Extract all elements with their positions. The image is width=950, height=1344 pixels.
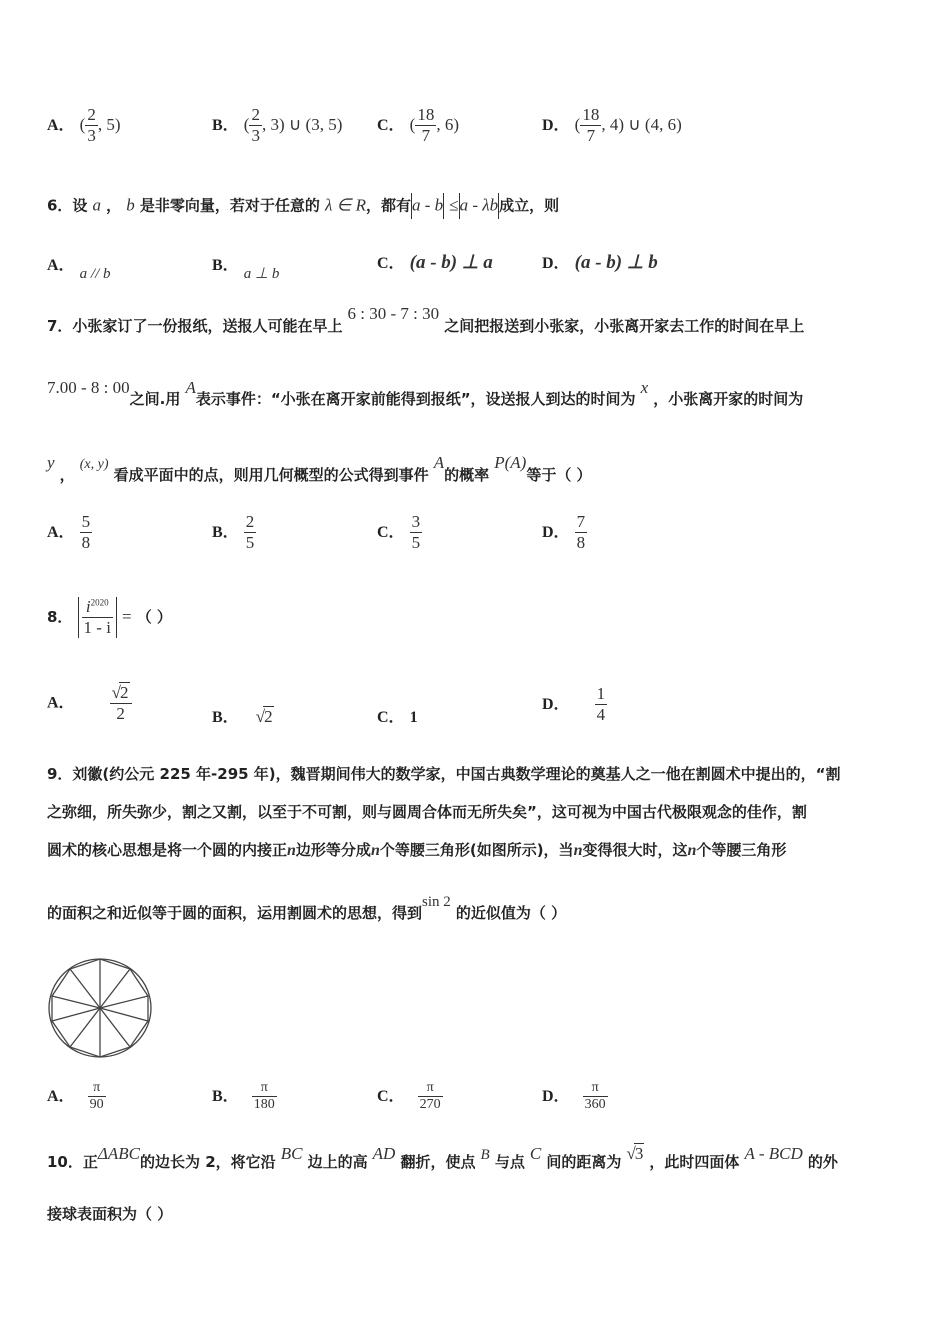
- absolute-value: $\frac{i^{2020}}{1 - i}$: [78, 597, 117, 638]
- question-9-line-4: 的面积之和近似等于圆的面积，运用割圆术的思想，得到sin 2 的近似值为（ ）: [47, 894, 567, 922]
- inscribed-polygon-figure: [44, 955, 156, 1061]
- q8-option-b[interactable]: B． √2: [212, 707, 273, 726]
- question-9-line-3: 圆术的核心思想是将一个圆的内接正n边形等分成n个等腰三角形(如图所示)，当n变得很大时，这n个等腰三角形: [47, 841, 787, 859]
- option-label: D．: [542, 117, 570, 134]
- q5-option-d[interactable]: D． ( $\frac{18}{7}$ , 4) ∪ (4, 6): [542, 105, 682, 145]
- question-9-line-1: 9．刘徽(约公元 225 年-295 年)，魏晋期间伟大的数学家，中国古典数学理论的奠基人之一他在割圆术中提出的，“割: [47, 765, 841, 783]
- q5-option-b[interactable]: B． ( $\frac{2}{3}$ , 3) ∪ (3, 5): [212, 105, 343, 145]
- q9-option-a[interactable]: A． $\frac{\pi}{90}$: [47, 1080, 104, 1112]
- q7-option-b[interactable]: B． $\frac{2}{5}$: [212, 512, 255, 552]
- q5-option-c[interactable]: C． ( $\frac{18}{7}$ , 6): [377, 105, 459, 145]
- question-7-line-3: y ， (x, y) 看成平面中的点，则用几何概型的公式得到事件 A的概率 P(A)等于（ ）: [47, 453, 592, 484]
- question-9-line-2: 之弥细，所失弥少，割之又割，以至于不可割，则与圆周合体而无所失矣”，这可视为中国古代极限观念的佳作，割: [47, 803, 807, 821]
- q8-option-a[interactable]: A． $\frac{√2}{2}$: [47, 682, 132, 724]
- q6-option-a[interactable]: A． a // b: [47, 257, 111, 282]
- q6-option-b[interactable]: B． a ⊥ b: [212, 257, 280, 282]
- q6-option-c[interactable]: C． (a - b) ⊥ a: [377, 252, 493, 273]
- question-10-line-1: 10．正ΔABC的边长为 2，将它沿 BC 边上的高 AD 翻折，使点 B 与点 C 间的距离为 √3 ，此时四面体 A - BCD 的外: [47, 1144, 838, 1171]
- question-7-line-2: 7.00 - 8 : 00之间.用 A表示事件：“小张在离开家前能得到报纸”，设送报人到达的时间为 x ，小张离开家的时间为: [47, 378, 804, 408]
- q5-option-a[interactable]: A． ( $\frac{2}{3}$ , 5): [47, 105, 121, 145]
- q9-option-c[interactable]: C． $\frac{\pi}{270}$: [377, 1080, 441, 1112]
- q7-option-c[interactable]: C． $\frac{3}{5}$: [377, 512, 421, 552]
- option-label: B．: [212, 117, 239, 134]
- question-8-stem: 8． $\frac{i^{2020}}{1 - i}$ = （ ）: [47, 597, 172, 637]
- question-10-line-2: 接球表面积为（ ）: [47, 1205, 173, 1223]
- q7-option-d[interactable]: D． $\frac{7}{8}$: [542, 512, 586, 552]
- question-6-stem: 6．设 a ， b 是非零向量，若对于任意的 λ ∈ R，都有a - b ≤a - λb成立，则: [47, 193, 559, 219]
- q9-option-b[interactable]: B． $\frac{\pi}{180}$: [212, 1080, 275, 1112]
- q8-option-d[interactable]: D． $\frac{1}{4}$: [542, 684, 606, 724]
- q6-option-d[interactable]: D． (a - b) ⊥ b: [542, 252, 658, 273]
- option-label: A．: [47, 117, 75, 134]
- option-label: C．: [377, 117, 405, 134]
- q8-option-c[interactable]: C． 1: [377, 709, 418, 726]
- q7-option-a[interactable]: A． $\frac{5}{8}$: [47, 512, 91, 552]
- question-7-line-1: 7．小张家订了一份报纸，送报人可能在早上 6 : 30 - 7 : 30 之间把报送到小张家，小张离开家去工作的时间在早上: [47, 304, 805, 335]
- q9-option-d[interactable]: D． $\frac{\pi}{360}$: [542, 1080, 606, 1112]
